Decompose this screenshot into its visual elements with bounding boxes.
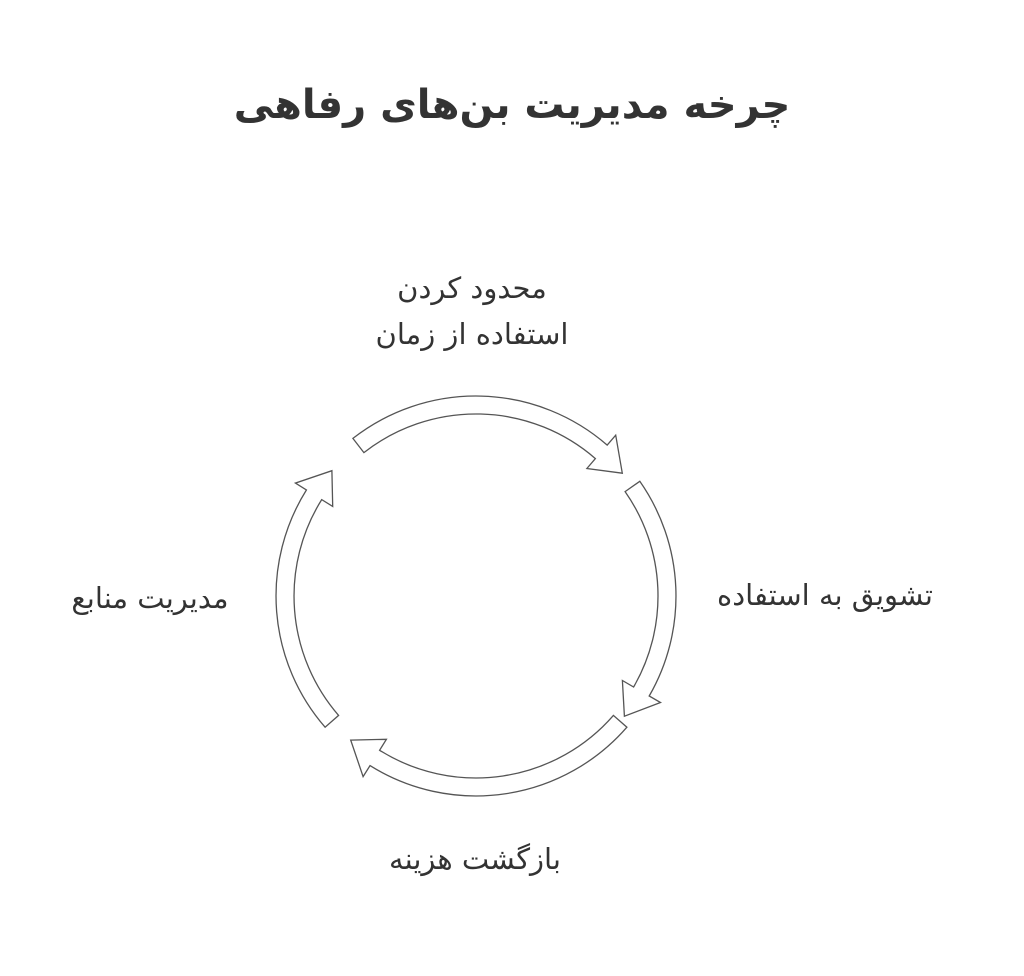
step-label-encourage-use: تشویق به استفاده	[717, 578, 933, 612]
arrow-right	[622, 481, 676, 716]
step-label-resource-management: مدیریت منابع	[71, 581, 229, 615]
arrow-top	[353, 396, 622, 473]
step-label-cost-return: بازگشت هزینه	[389, 842, 561, 876]
arrow-bottom	[351, 715, 627, 796]
arrow-left	[276, 471, 339, 728]
step-label-limit-time: محدود کردن استفاده از زمان	[375, 271, 569, 351]
diagram-title: چرخه مدیریت بن‌های رفاهی	[233, 82, 791, 128]
